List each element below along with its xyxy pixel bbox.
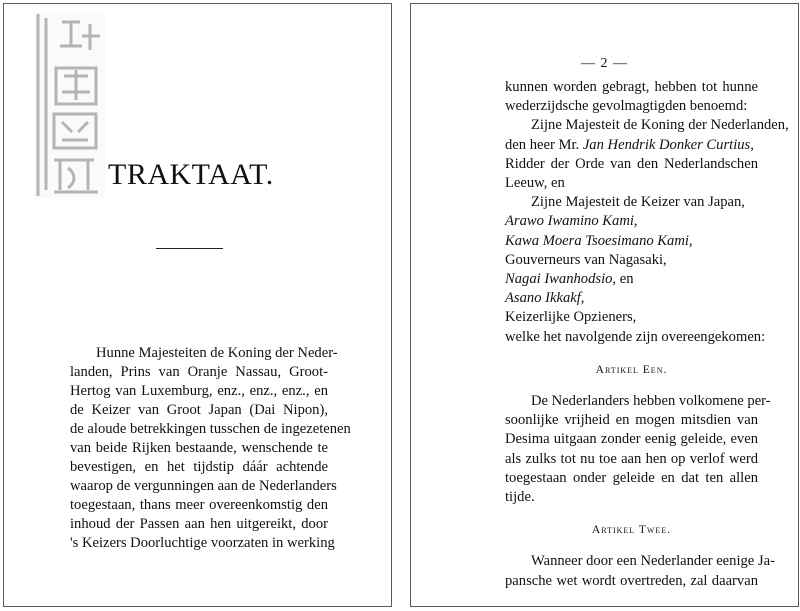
text-line: Hertog van Luxemburg, enz., enz., enz., en	[70, 383, 328, 399]
plenipotentiary-name: Asano Ikkakf,	[505, 290, 585, 307]
article-heading: Artikel Een.	[595, 363, 668, 376]
text-line: De Nederlanders hebben volkomene per-	[531, 393, 771, 410]
text-line: de Keizer van Groot Japan (Dai Nipon),	[70, 402, 328, 418]
text-line: inhoud der Passen aan hen uitgereikt, door	[70, 516, 328, 532]
text-line: toegestaan onder geleide en dat ten allen	[505, 469, 758, 486]
text-line: Keizerlijke Opzieners,	[505, 309, 637, 326]
text-line: Hunne Majesteiten de Koning der Neder-	[96, 345, 338, 361]
text-line: soonlijke vrijheid en mogen mitsdien van	[505, 412, 758, 429]
text-line: Leeuw, en	[505, 175, 565, 192]
text-line: toegestaan, thans meer overeenkomstig den	[70, 497, 328, 513]
text-line: wederzijdsche gevolmagtigden benoemd:	[505, 98, 748, 115]
right-page	[410, 3, 799, 607]
text-line: landen, Prins van Oranje Nassau, Groot-	[70, 364, 328, 380]
plenipotentiary-name: Nagai Iwanhodsio,	[505, 271, 617, 288]
left-page	[3, 3, 392, 607]
text-line: Wanneer door een Nederlander eenige Ja-	[531, 553, 775, 570]
library-seal-stamp	[32, 10, 107, 200]
page-number: — 2 —	[581, 56, 628, 71]
text-line: pansche wet wordt overtreden, zal daarvan	[505, 572, 758, 589]
text-line: Zijne Majesteit de Koning der Nederlanden,	[531, 117, 789, 134]
text-fragment: en	[619, 271, 634, 288]
title-divider	[156, 248, 223, 249]
text-line: tijde.	[505, 489, 535, 506]
text-line: welke het navolgende zijn overeengekomen:	[505, 328, 766, 345]
text-line	[505, 136, 758, 155]
text-line: bevestigen, en het tijdstip dáár achtende	[70, 459, 328, 475]
text-line	[505, 270, 758, 289]
plenipotentiary-name: Kawa Moera Tsoesimano Kami,	[505, 232, 693, 249]
preamble-text	[70, 344, 351, 553]
text-line: Zijne Majesteit de Keizer van Japan,	[531, 194, 745, 211]
text-line: 's Keizers Doorluchtige voorzaten in werking	[70, 535, 335, 551]
text-line: Gouverneurs van Nagasaki,	[505, 251, 667, 268]
text-line: de aloude betrekkingen tusschen de ingezetenen	[70, 421, 351, 437]
plenipotentiary-name: Arawo Iwamino Kami,	[505, 213, 638, 230]
treaty-title: TRAKTAAT.	[108, 158, 274, 191]
text-line: waarop de vergunningen aan de Nederlanders	[70, 478, 337, 494]
article-heading: Artikel Twee.	[591, 524, 672, 537]
text-line: kunnen worden gebragt, hebben tot hunne	[505, 79, 758, 95]
plenipotentiary-name: Jan Hendrik Donker Curtius,	[582, 136, 754, 153]
treaty-text	[505, 78, 789, 591]
text-line: Desima uitgaan zonder eenig geleide, even	[505, 431, 758, 448]
text-line: van beide Rijken bestaande, wenschende te	[70, 440, 328, 456]
text-line: Ridder der Orde van den Nederlandschen	[505, 155, 758, 172]
text-fragment: den heer Mr.	[505, 136, 580, 153]
text-line: als zulks tot nu toe aan hen op verlof werd	[505, 450, 758, 467]
